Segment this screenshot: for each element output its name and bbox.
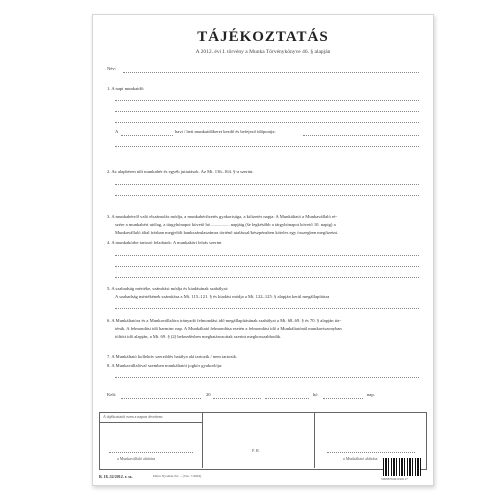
publisher-info: Pátria Nyomda Zrt. – (Vaz. 7-9824) [153, 474, 202, 478]
page-subtitle: A 2012. évi I. törvény a Munka Törvénykönyve 46. § alapján [195, 49, 331, 55]
employee-signature-line[interactable] [109, 452, 193, 453]
section-6-text-2: ténik. A felmondási idő harminc nap. A Munkáltató felmondása esetén a felmondási idő a Munkáltatónál munkaviszonyban [115, 326, 342, 331]
form-sheet [92, 14, 434, 486]
date-year-field[interactable] [213, 398, 261, 399]
employee-signature-header: A tájékoztatót ezen a napon átvettem: [103, 414, 164, 419]
employee-signature-caption: a Munkavállaló aláírása [117, 456, 156, 461]
section-1-line[interactable] [115, 122, 419, 123]
section-8-label: 8. A Munkavállalóval szemben munkáltatói jogkör gyakorlója: [107, 363, 223, 368]
section-4-line[interactable] [115, 266, 419, 267]
section-2-label: 2. Az alapbéren túli munkabér és egyéb juttatások. Az Mt. 136–164. §-a szerint. [107, 169, 254, 174]
employer-signature-line[interactable] [327, 452, 415, 453]
barcode-number: 5999876491196117 [381, 477, 408, 481]
date-day-label: nap. [367, 392, 375, 397]
stamp-box [203, 412, 315, 468]
date-month-field[interactable] [265, 398, 309, 399]
section-1-hours-prefix: A [115, 129, 119, 134]
section-5-text-2: A szabadság mértékének számítása a Mt. 115–121. § és kiadási módja a Mt. 122–125. § alapján kerül megállapításra [115, 294, 330, 299]
section-3-text-3: Munkavállaló által írásban megjelölt bankszámlaszámra történő utalással/készpénzben köteles egy összegben megfizetni. [115, 230, 339, 235]
section-4-line[interactable] [115, 255, 419, 256]
date-day-field[interactable] [323, 398, 363, 399]
section-6-text-3: töltött idő alapján, a Mt. 69. § (2) bekezdésben meghatározottak szerint meghosszabbodik. [115, 334, 282, 339]
page-title: TÁJÉKOZTATÁS [197, 29, 329, 45]
date-label: Kelt: [107, 392, 117, 397]
stamp-label: P. H. [252, 448, 260, 453]
section-6-text-1: 6. A Munkáltatóra és a Munkavállalóra irányadó felmondási idő megállapításának szabályai a Mt. 68–69. § és 70. § alapján tör- [107, 318, 342, 323]
section-2-line[interactable] [115, 195, 419, 196]
name-label: Név: [107, 66, 116, 71]
section-1-hours-field[interactable] [121, 135, 173, 136]
section-1-line[interactable] [115, 146, 419, 147]
employer-signature-caption: a Munkáltató aláírása [343, 456, 378, 461]
section-5-text-1: 5. A szabadság mértéke, számítási módja és kiadásának szabályai: [107, 286, 229, 291]
barcode [383, 458, 421, 476]
section-1-line[interactable] [115, 100, 419, 101]
section-2-line[interactable] [115, 184, 419, 185]
section-1-line[interactable] [115, 111, 419, 112]
section-3-text-1: 3. A munkabérről való elszámolás módja, a munkabérfizetés gyakorisága, a kifizetés napja: A Munkáltató a Munkavállaló ré- [107, 214, 337, 219]
section-1-label: 1. A napi munkaidő: [107, 86, 145, 91]
section-5-line[interactable] [115, 308, 419, 309]
date-year-label: 20 [206, 392, 211, 397]
section-7-label: 7. A Munkáltató kollektív szerződés hatálya alá tartozik / nem tartozik. [107, 354, 238, 359]
date-place-field[interactable] [121, 398, 201, 399]
section-4-label: 4. A munkakörbe tartozó feladatok: A munkaköri leírás szerint [107, 240, 222, 245]
section-4-line[interactable] [115, 277, 419, 278]
form-code: B. 18–32/2012. r. sz. [99, 474, 133, 479]
name-field[interactable] [123, 72, 419, 73]
section-1-hours-text: havi / heti munkaidőkeret kezdő és befejező időpontja: [175, 129, 276, 134]
section-8-line[interactable] [115, 377, 419, 378]
section-1-hours-period-field[interactable] [303, 135, 419, 136]
section-3-text-2: szére a munkabért utólag, a tárgyhónapot követő hó ................ napjáig (še legkésőbb a tárgyhónapot követő 10. napig) a [115, 222, 336, 227]
date-month-label: hó [313, 392, 318, 397]
